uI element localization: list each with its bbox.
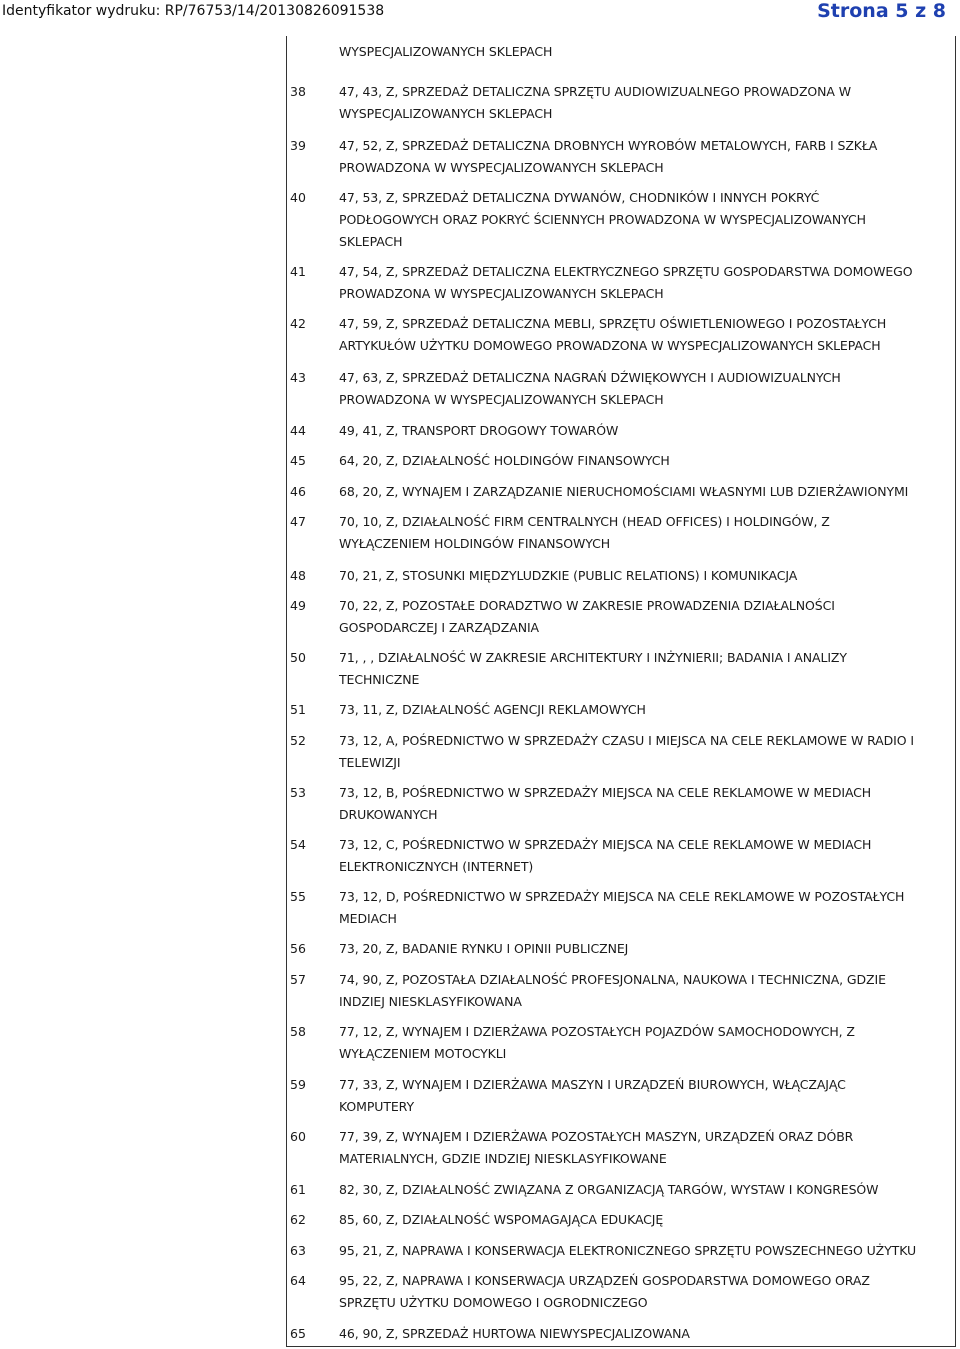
row-description	[339, 886, 904, 930]
row-description	[339, 1074, 846, 1118]
row-description	[339, 834, 871, 878]
description-line: PROWADZONA W WYSPECJALIZOWANYCH SKLEPACH	[339, 160, 664, 175]
description-line: 73, 20, Z, BADANIE RYNKU I OPINII PUBLICZNEJ	[339, 941, 629, 956]
description-line: 77, 39, Z, WYNAJEM I DZIERŻAWA POZOSTAŁYCH MASZYN, URZĄDZEŃ ORAZ DÓBR	[339, 1129, 854, 1144]
description-line: ARTYKUŁÓW UŻYTKU DOMOWEGO PROWADZONA W WYSPECJALIZOWANYCH SKLEPACH	[339, 338, 881, 353]
row-number: 49	[290, 598, 306, 613]
row-number: 48	[290, 568, 306, 583]
row-number: 53	[290, 785, 306, 800]
description-line: 46, 90, Z, SPRZEDAŻ HURTOWA NIEWYSPECJALIZOWANA	[339, 1326, 690, 1341]
description-line: 70, 21, Z, STOSUNKI MIĘDZYLUDZKIE (PUBLIC RELATIONS) I KOMUNIKACJA	[339, 568, 798, 583]
row-number: 59	[290, 1077, 306, 1092]
description-line: 70, 10, Z, DZIAŁALNOŚĆ FIRM CENTRALNYCH (HEAD OFFICES) I HOLDINGÓW, Z	[339, 514, 830, 529]
row-description	[339, 187, 866, 253]
row-description	[339, 481, 908, 503]
pkd-codes-table	[286, 36, 956, 1347]
row-description	[339, 1179, 878, 1201]
description-line: GOSPODARCZEJ I ZARZĄDZANIA	[339, 620, 540, 635]
description-line: PODŁOGOWYCH ORAZ POKRYĆ ŚCIENNYCH PROWADZONA W WYSPECJALIZOWANYCH	[339, 212, 866, 227]
row-description	[339, 730, 914, 774]
row-description	[339, 699, 646, 721]
page-number: Strona 5 z 8	[817, 0, 946, 22]
description-line: ELEKTRONICZNYCH (INTERNET)	[339, 859, 534, 874]
description-line: 82, 30, Z, DZIAŁALNOŚĆ ZWIĄZANA Z ORGANIZACJĄ TARGÓW, WYSTAW I KONGRESÓW	[339, 1182, 879, 1197]
description-line: TELEWIZJI	[339, 755, 401, 770]
description-line: MATERIALNYCH, GDZIE INDZIEJ NIESKLASYFIKOWANE	[339, 1151, 667, 1166]
description-line: 68, 20, Z, WYNAJEM I ZARZĄDZANIE NIERUCHOMOŚCIAMI WŁASNYMI LUB DZIERŻAWIONYMI	[339, 484, 909, 499]
print-identifier: Identyfikator wydruku: RP/76753/14/20130826091538	[2, 3, 385, 19]
row-description	[339, 565, 797, 587]
row-description	[339, 1270, 870, 1314]
row-number: 46	[290, 484, 306, 499]
description-line: 47, 59, Z, SPRZEDAŻ DETALICZNA MEBLI, SPRZĘTU OŚWIETLENIOWEGO I POZOSTAŁYCH	[339, 316, 887, 331]
description-line: 73, 12, A, POŚREDNICTWO W SPRZEDAŻY CZASU I MIEJSCA NA CELE REKLAMOWE W RADIO I	[339, 733, 914, 748]
description-line: 64, 20, Z, DZIAŁALNOŚĆ HOLDINGÓW FINANSOWYCH	[339, 453, 670, 468]
description-line: 70, 22, Z, POZOSTAŁE DORADZTWO W ZAKRESIE PROWADZENIA DZIAŁALNOŚCI	[339, 598, 835, 613]
description-line: 73, 12, D, POŚREDNICTWO W SPRZEDAŻY MIEJSCA NA CELE REKLAMOWE W POZOSTAŁYCH	[339, 889, 905, 904]
page-header	[0, 0, 960, 24]
description-line: 49, 41, Z, TRANSPORT DROGOWY TOWARÓW	[339, 423, 619, 438]
description-line: 47, 43, Z, SPRZEDAŻ DETALICZNA SPRZĘTU AUDIOWIZUALNEGO PROWADZONA W	[339, 84, 851, 99]
continuation-text: WYSPECJALIZOWANYCH SKLEPACH	[339, 44, 553, 59]
description-line: 85, 60, Z, DZIAŁALNOŚĆ WSPOMAGAJĄCA EDUKACJĘ	[339, 1212, 664, 1227]
row-number: 44	[290, 423, 306, 438]
row-description	[339, 782, 871, 826]
row-number: 51	[290, 702, 306, 717]
description-line: WYSPECJALIZOWANYCH SKLEPACH	[339, 106, 553, 121]
description-line: DRUKOWANYCH	[339, 807, 438, 822]
row-number: 58	[290, 1024, 306, 1039]
description-line: SKLEPACH	[339, 234, 403, 249]
description-line: 77, 12, Z, WYNAJEM I DZIERŻAWA POZOSTAŁYCH POJAZDÓW SAMOCHODOWYCH, Z	[339, 1024, 855, 1039]
description-line: 47, 54, Z, SPRZEDAŻ DETALICZNA ELEKTRYCZNEGO SPRZĘTU GOSPODARSTWA DOMOWEGO	[339, 264, 913, 279]
row-description	[339, 969, 886, 1013]
row-number: 40	[290, 190, 306, 205]
row-description	[339, 1240, 916, 1262]
description-line: MEDIACH	[339, 911, 397, 926]
description-line: 95, 21, Z, NAPRAWA I KONSERWACJA ELEKTRONICZNEGO SPRZĘTU POWSZECHNEGO UŻYTKU	[339, 1243, 917, 1258]
row-number: 64	[290, 1273, 306, 1288]
row-number: 55	[290, 889, 306, 904]
row-number: 65	[290, 1326, 306, 1341]
description-line: WYŁĄCZENIEM HOLDINGÓW FINANSOWYCH	[339, 536, 610, 551]
description-line: KOMPUTERY	[339, 1099, 414, 1114]
row-description	[339, 938, 628, 960]
row-description	[339, 511, 830, 555]
row-description	[339, 420, 618, 442]
row-number: 43	[290, 370, 306, 385]
row-description	[339, 1209, 663, 1231]
description-line: 74, 90, Z, POZOSTAŁA DZIAŁALNOŚĆ PROFESJONALNA, NAUKOWA I TECHNICZNA, GDZIE	[339, 972, 886, 987]
description-line: SPRZĘTU UŻYTKU DOMOWEGO I OGRODNICZEGO	[339, 1295, 648, 1310]
row-number: 60	[290, 1129, 306, 1144]
row-number: 38	[290, 84, 306, 99]
row-description	[339, 135, 877, 179]
row-number: 42	[290, 316, 306, 331]
row-number: 45	[290, 453, 306, 468]
description-line: 95, 22, Z, NAPRAWA I KONSERWACJA URZĄDZEŃ GOSPODARSTWA DOMOWEGO ORAZ	[339, 1273, 870, 1288]
row-description	[339, 1021, 855, 1065]
row-number: 41	[290, 264, 306, 279]
description-line: 73, 11, Z, DZIAŁALNOŚĆ AGENCJI REKLAMOWYCH	[339, 702, 646, 717]
row-number: 62	[290, 1212, 306, 1227]
row-description	[339, 647, 847, 691]
description-line: 47, 53, Z, SPRZEDAŻ DETALICZNA DYWANÓW, CHODNIKÓW I INNYCH POKRYĆ	[339, 190, 820, 205]
row-number: 47	[290, 514, 306, 529]
row-description	[339, 450, 670, 472]
description-line: 71, , , DZIAŁALNOŚĆ W ZAKRESIE ARCHITEKTURY I INŻYNIERII; BADANIA I ANALIZY	[339, 650, 847, 665]
description-line: 77, 33, Z, WYNAJEM I DZIERŻAWA MASZYN I URZĄDZEŃ BIUROWYCH, WŁĄCZAJĄC	[339, 1077, 846, 1092]
row-number: 56	[290, 941, 306, 956]
description-line: WYŁĄCZENIEM MOTOCYKLI	[339, 1046, 507, 1061]
row-number: 50	[290, 650, 306, 665]
description-line: INDZIEJ NIESKLASYFIKOWANA	[339, 994, 522, 1009]
description-line: 73, 12, C, POŚREDNICTWO W SPRZEDAŻY MIEJSCA NA CELE REKLAMOWE W MEDIACH	[339, 837, 872, 852]
row-description	[339, 367, 841, 411]
description-line: 47, 52, Z, SPRZEDAŻ DETALICZNA DROBNYCH WYROBÓW METALOWYCH, FARB I SZKŁA	[339, 138, 878, 153]
row-description	[339, 1126, 853, 1170]
description-line: TECHNICZNE	[339, 672, 420, 687]
row-description	[339, 595, 835, 639]
row-number: 39	[290, 138, 306, 153]
row-description	[339, 261, 912, 305]
description-line: 73, 12, B, POŚREDNICTWO W SPRZEDAŻY MIEJSCA NA CELE REKLAMOWE W MEDIACH	[339, 785, 872, 800]
row-number: 57	[290, 972, 306, 987]
row-number: 52	[290, 733, 306, 748]
row-description	[339, 1323, 690, 1345]
row-description	[339, 81, 851, 125]
row-number: 61	[290, 1182, 306, 1197]
row-description	[339, 313, 886, 357]
row-number: 54	[290, 837, 306, 852]
description-line: PROWADZONA W WYSPECJALIZOWANYCH SKLEPACH	[339, 286, 664, 301]
row-number: 63	[290, 1243, 306, 1258]
description-line: 47, 63, Z, SPRZEDAŻ DETALICZNA NAGRAŃ DŹWIĘKOWYCH I AUDIOWIZUALNYCH	[339, 370, 841, 385]
description-line: PROWADZONA W WYSPECJALIZOWANYCH SKLEPACH	[339, 392, 664, 407]
